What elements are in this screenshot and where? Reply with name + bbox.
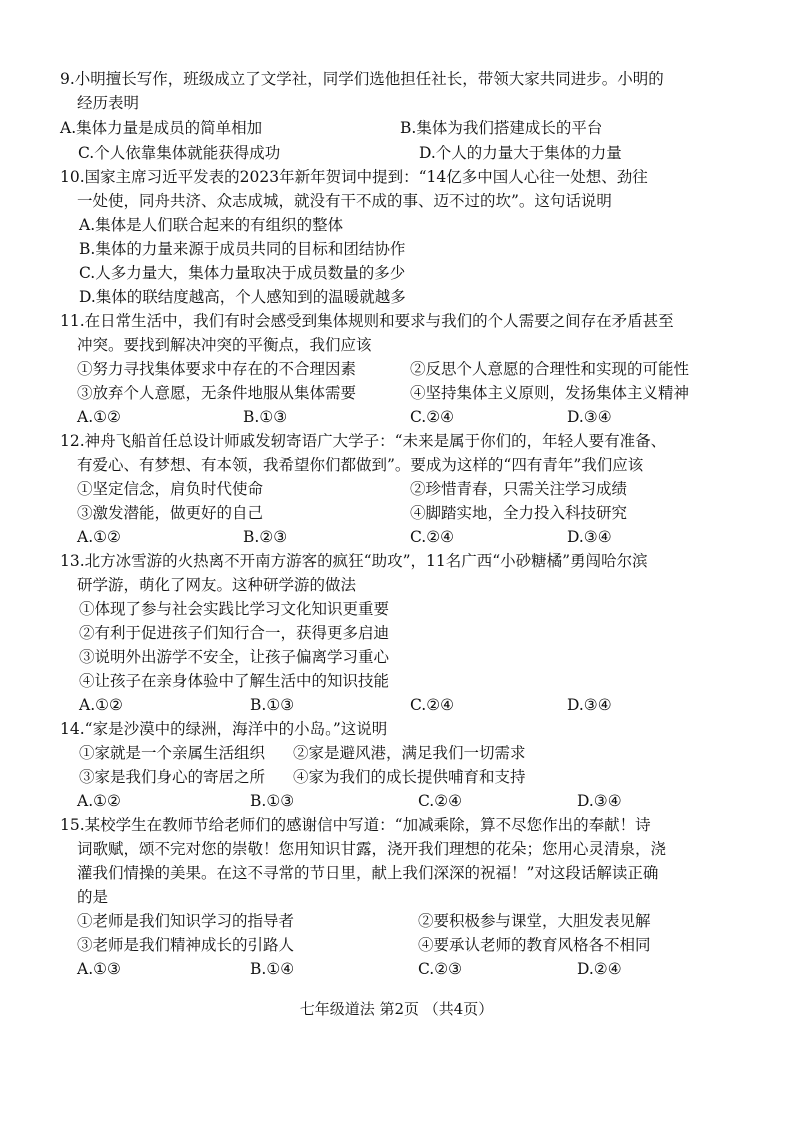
q14-statement-3: ③家是我们身心的寄居之所 [79,768,266,786]
q14-statement-1: ①家就是一个亲属生活组织 [79,744,266,762]
q15-statement-1: ①老师是我们知识学习的指导者 [77,912,295,930]
q15-stem-line-2: 词歌赋，颂不完对您的崇敬！您用知识甘露，浇开我们理想的花朵；您用心灵清泉，浇 [77,840,667,858]
q13-statement-4: ④让孩子在亲身体验中了解生活中的知识技能 [79,672,390,690]
q10-stem-line-1: 10.国家主席习近平发表的2023年新年贺词中提到：“14亿多中国人心往一处想、劲往 [60,168,648,186]
q11-stem-line-2: 冲突。要找到解决冲突的平衡点，我们应该 [77,336,372,354]
q9-stem-line-2: 经历表明 [77,94,140,112]
q12-stem-line-1: 12.神舟飞船首任总设计师戚发轫寄语广大学子：“未来是属于你们的，年轻人要有准备、 [60,432,667,450]
q14-statement-4: ④家为我们的成长提供哺育和支持 [293,768,526,786]
q14-statement-2: ②家是避风港，满足我们一切需求 [293,744,526,762]
q15-option-d: D.②④ [577,960,622,978]
q11-statement-2: ②反思个人意愿的合理性和实现的可能性 [410,360,690,378]
q12-statement-1: ①坚定信念，肩负时代使命 [77,480,264,498]
q9-option-d: D.个人的力量大于集体的力量 [419,144,622,162]
q12-option-d: D.③④ [567,528,612,546]
q15-stem-line-1: 15.某校学生在教师节给老师们的感谢信中写道：“加减乘除，算不尽您作出的奉献！诗 [60,816,651,834]
q13-statement-1: ①体现了参与社会实践比学习文化知识更重要 [79,600,390,618]
q13-option-b: B.①③ [250,696,295,714]
q11-option-c: C.②④ [410,408,455,426]
q10-stem-line-2: 一处使，同舟共济、众志成城，就没有干不成的事、迈不过的坎”。这句话说明 [77,192,612,210]
q11-statement-1: ①努力寻找集体要求中存在的不合理因素 [77,360,357,378]
q12-option-a: A.①② [77,528,121,546]
q12-option-c: C.②④ [410,528,455,546]
q13-option-d: D.③④ [567,696,612,714]
q10-option-d: D.集体的联结度越高，个人感知到的温暖就越多 [79,288,406,306]
q15-statement-4: ④要承认老师的教育风格各不相同 [418,936,651,954]
q11-statement-4: ④坚持集体主义原则，发扬集体主义精神 [410,384,690,402]
q11-option-d: D.③④ [567,408,612,426]
q13-statement-3: ③说明外出游学不安全，让孩子偏离学习重心 [79,648,390,666]
q11-statement-3: ③放弃个人意愿，无条件地服从集体需要 [77,384,357,402]
q13-stem-line-2: 研学游，萌化了网友。这种研学游的做法 [77,576,357,594]
q14-stem-line-1: 14.“家是沙漠中的绿洲，海洋中的小岛。”这说明 [60,720,388,738]
q9-option-c: C.个人依靠集体就能获得成功 [78,144,281,162]
q14-option-c: C.②④ [418,792,463,810]
q14-option-b: B.①③ [250,792,295,810]
q13-stem-line-1: 13.北方冰雪游的火热离不开南方游客的疯狂“助攻”，11名广西“小砂糖橘”勇闯哈尔滨 [60,552,648,570]
q12-statement-3: ③激发潜能，做更好的自己 [77,504,264,522]
q14-option-d: D.③④ [577,792,622,810]
q15-stem-line-3: 灌我们情操的美果。在这不寻常的节日里，献上我们深深的祝福！”对这段话解读正确 [77,864,659,882]
q11-option-a: A.①② [77,408,121,426]
q15-statement-3: ③老师是我们精神成长的引路人 [77,936,295,954]
q11-option-b: B.①③ [243,408,288,426]
q12-stem-line-2: 有爱心、有梦想、有本领，我希望你们都做到”。要成为这样的“四有青年”我们应该 [77,456,644,474]
q15-option-a: A.①③ [77,960,121,978]
q10-option-b: B.集体的力量来源于成员共同的目标和团结协作 [79,240,406,258]
q10-option-c: C.人多力量大，集体力量取决于成员数量的多少 [79,264,406,282]
q15-option-b: B.①④ [250,960,295,978]
q9-option-b: B.集体为我们搭建成长的平台 [400,119,603,137]
q15-option-c: C.②③ [418,960,463,978]
q11-stem-line-1: 11.在日常生活中，我们有时会感受到集体规则和要求与我们的个人需要之间存在矛盾甚至 [60,312,674,330]
q12-statement-4: ④脚踏实地，全力投入科技研究 [410,504,628,522]
q13-statement-2: ②有利于促进孩子们知行合一，获得更多启迪 [79,624,390,642]
q10-option-a: A.集体是人们联合起来的有组织的整体 [79,216,344,234]
q12-option-b: B.②③ [243,528,288,546]
q13-option-c: C.②④ [410,696,455,714]
q12-statement-2: ②珍惜青春，只需关注学习成绩 [410,480,628,498]
q13-option-a: A.①② [79,696,123,714]
q9-option-a: A.集体力量是成员的简单相加 [60,119,263,137]
page-footer: 七年级道法 第2页 （共4页） [299,1000,494,1018]
q9-stem-line-1: 9.小明擅长写作，班级成立了文学社，同学们选他担任社长，带领大家共同进步。小明的 [60,70,664,88]
q15-statement-2: ②要积极参与课堂，大胆发表见解 [418,912,651,930]
q14-option-a: A.①② [77,792,121,810]
q15-stem-line-4: 的是 [77,888,109,906]
